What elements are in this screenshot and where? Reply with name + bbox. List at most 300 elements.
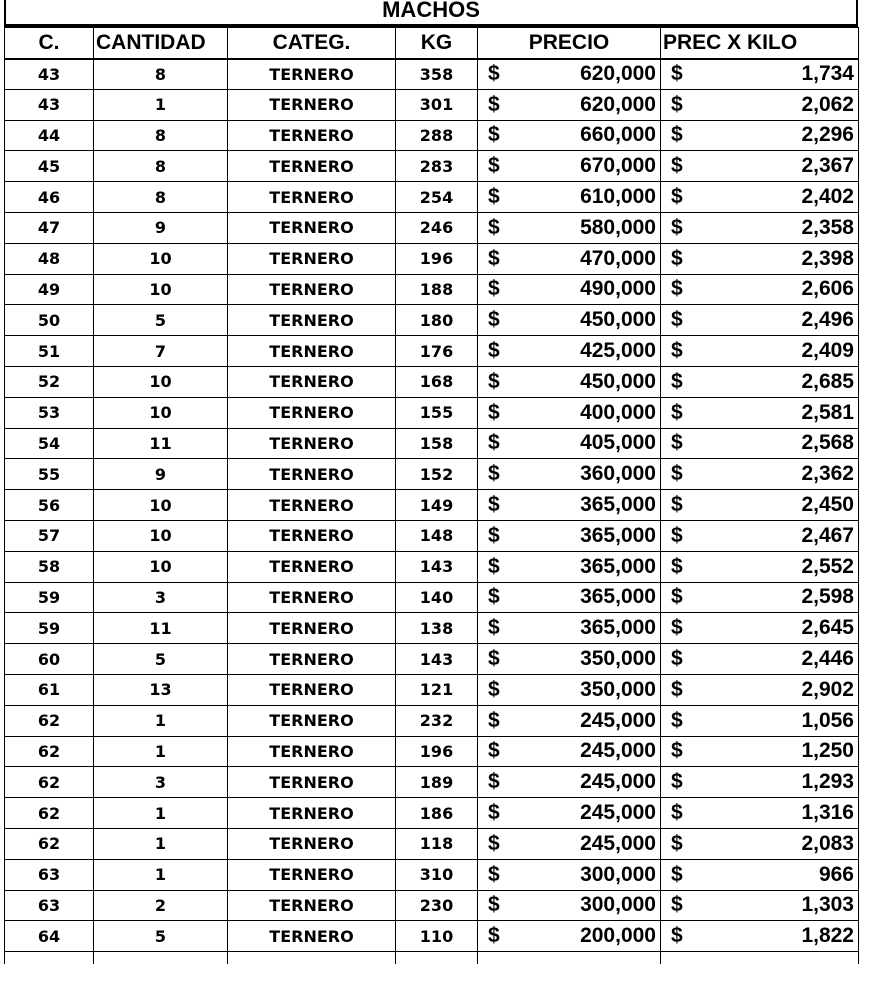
cell-c: 57 — [5, 520, 94, 551]
cell-prec-x-kilo — [661, 582, 859, 613]
cell-prec-x-kilo — [661, 828, 859, 859]
cell-prec-x-kilo-value: 1,822 — [801, 924, 854, 948]
currency-symbol: $ — [488, 277, 500, 301]
cell-precio-value: 350,000 — [580, 677, 656, 701]
empty-cell — [396, 952, 478, 964]
cell-cantidad: 10 — [94, 397, 228, 428]
price-table — [4, 27, 859, 964]
cell-c: 59 — [5, 613, 94, 644]
cell-prec-x-kilo — [661, 182, 859, 213]
currency-symbol: $ — [671, 708, 683, 732]
currency-symbol: $ — [488, 493, 500, 517]
cell-kg: 230 — [396, 890, 478, 921]
cell-categ: TERNERO — [228, 305, 396, 336]
cell-precio — [478, 490, 661, 521]
cell-precio — [478, 336, 661, 367]
table-row — [5, 767, 859, 798]
currency-symbol: $ — [671, 92, 683, 116]
cell-precio — [478, 120, 661, 151]
cell-precio-value: 365,000 — [580, 616, 656, 640]
cell-cantidad: 8 — [94, 120, 228, 151]
table-row — [5, 644, 859, 675]
currency-symbol: $ — [488, 554, 500, 578]
cell-prec-x-kilo — [661, 459, 859, 490]
currency-symbol: $ — [671, 616, 683, 640]
cell-c: 58 — [5, 551, 94, 582]
cell-precio — [478, 736, 661, 767]
cell-c: 54 — [5, 428, 94, 459]
cell-cantidad: 8 — [94, 182, 228, 213]
currency-symbol: $ — [671, 647, 683, 671]
cell-precio-value: 620,000 — [580, 62, 656, 86]
cell-categ: TERNERO — [228, 674, 396, 705]
table-row — [5, 89, 859, 120]
cell-kg: 186 — [396, 798, 478, 829]
cell-c: 62 — [5, 767, 94, 798]
cell-categ: TERNERO — [228, 767, 396, 798]
cell-precio — [478, 305, 661, 336]
cell-cantidad: 1 — [94, 859, 228, 890]
table-row — [5, 736, 859, 767]
cell-prec-x-kilo — [661, 859, 859, 890]
cell-prec-x-kilo — [661, 520, 859, 551]
cell-categ: TERNERO — [228, 151, 396, 182]
cell-kg: 158 — [396, 428, 478, 459]
cell-precio — [478, 582, 661, 613]
cell-prec-x-kilo-value: 1,316 — [801, 801, 854, 825]
cell-categ: TERNERO — [228, 644, 396, 675]
cell-kg: 301 — [396, 89, 478, 120]
currency-symbol: $ — [488, 677, 500, 701]
table-row — [5, 243, 859, 274]
cell-prec-x-kilo — [661, 59, 859, 90]
currency-symbol: $ — [488, 339, 500, 363]
currency-symbol: $ — [671, 924, 683, 948]
table-row — [5, 120, 859, 151]
cell-prec-x-kilo — [661, 336, 859, 367]
table-row — [5, 520, 859, 551]
cell-precio — [478, 613, 661, 644]
cell-precio-value: 200,000 — [580, 924, 656, 948]
cell-precio — [478, 859, 661, 890]
cell-categ: TERNERO — [228, 828, 396, 859]
currency-symbol: $ — [488, 462, 500, 486]
cell-categ: TERNERO — [228, 520, 396, 551]
table-row — [5, 59, 859, 90]
cell-prec-x-kilo-value: 1,293 — [801, 770, 854, 794]
cell-prec-x-kilo-value: 2,606 — [801, 277, 854, 301]
currency-symbol: $ — [671, 400, 683, 424]
header-c: C. — [5, 28, 94, 59]
cell-kg: 196 — [396, 243, 478, 274]
cell-c: 49 — [5, 274, 94, 305]
header-cantidad: CANTIDAD — [94, 28, 228, 59]
header-categ: CATEG. — [228, 28, 396, 59]
cell-precio-value: 470,000 — [580, 246, 656, 270]
cell-prec-x-kilo — [661, 212, 859, 243]
currency-symbol: $ — [671, 431, 683, 455]
cell-prec-x-kilo — [661, 705, 859, 736]
cell-prec-x-kilo-value: 2,496 — [801, 308, 854, 332]
currency-symbol: $ — [671, 739, 683, 763]
empty-cell — [228, 952, 396, 964]
currency-symbol: $ — [488, 431, 500, 455]
currency-symbol: $ — [671, 770, 683, 794]
cell-cantidad: 7 — [94, 336, 228, 367]
cell-prec-x-kilo-value: 2,296 — [801, 123, 854, 147]
cell-precio — [478, 921, 661, 952]
cell-categ: TERNERO — [228, 459, 396, 490]
cell-cantidad: 11 — [94, 613, 228, 644]
cell-kg: 110 — [396, 921, 478, 952]
currency-symbol: $ — [488, 862, 500, 886]
cell-cantidad: 8 — [94, 59, 228, 90]
empty-cell — [478, 952, 661, 964]
cell-categ: TERNERO — [228, 582, 396, 613]
currency-symbol: $ — [488, 739, 500, 763]
cell-c: 55 — [5, 459, 94, 490]
table-row — [5, 212, 859, 243]
cell-kg: 196 — [396, 736, 478, 767]
cell-c: 62 — [5, 736, 94, 767]
cell-precio-value: 450,000 — [580, 369, 656, 393]
header-precio: PRECIO — [478, 28, 661, 59]
cell-precio-value: 400,000 — [580, 400, 656, 424]
cell-precio — [478, 182, 661, 213]
table-row — [5, 336, 859, 367]
cell-precio — [478, 890, 661, 921]
cell-c: 63 — [5, 890, 94, 921]
cell-cantidad: 10 — [94, 366, 228, 397]
cell-prec-x-kilo-value: 2,450 — [801, 493, 854, 517]
empty-cell — [661, 952, 859, 964]
cell-cantidad: 1 — [94, 828, 228, 859]
cell-c: 61 — [5, 674, 94, 705]
cell-prec-x-kilo — [661, 736, 859, 767]
cell-categ: TERNERO — [228, 613, 396, 644]
cell-prec-x-kilo-value: 2,902 — [801, 677, 854, 701]
cell-cantidad: 8 — [94, 151, 228, 182]
cell-precio-value: 365,000 — [580, 585, 656, 609]
cell-kg: 310 — [396, 859, 478, 890]
cell-prec-x-kilo-value: 2,367 — [801, 154, 854, 178]
currency-symbol: $ — [671, 677, 683, 701]
cell-categ: TERNERO — [228, 798, 396, 829]
cell-prec-x-kilo — [661, 613, 859, 644]
cell-prec-x-kilo — [661, 428, 859, 459]
currency-symbol: $ — [671, 62, 683, 86]
cell-categ: TERNERO — [228, 274, 396, 305]
currency-symbol: $ — [671, 893, 683, 917]
cell-precio-value: 360,000 — [580, 462, 656, 486]
currency-symbol: $ — [488, 585, 500, 609]
cell-c: 64 — [5, 921, 94, 952]
cell-precio-value: 620,000 — [580, 92, 656, 116]
table-row — [5, 674, 859, 705]
currency-symbol: $ — [671, 462, 683, 486]
cell-kg: 180 — [396, 305, 478, 336]
cell-categ: TERNERO — [228, 428, 396, 459]
currency-symbol: $ — [488, 369, 500, 393]
cell-prec-x-kilo — [661, 120, 859, 151]
cell-categ: TERNERO — [228, 336, 396, 367]
empty-cell — [5, 952, 94, 964]
cell-kg: 148 — [396, 520, 478, 551]
currency-symbol: $ — [488, 523, 500, 547]
cell-precio — [478, 428, 661, 459]
cell-cantidad: 9 — [94, 459, 228, 490]
cell-kg: 155 — [396, 397, 478, 428]
table-row — [5, 828, 859, 859]
cell-precio — [478, 705, 661, 736]
currency-symbol: $ — [671, 339, 683, 363]
cell-categ: TERNERO — [228, 890, 396, 921]
cell-categ: TERNERO — [228, 397, 396, 428]
currency-symbol: $ — [671, 523, 683, 547]
cell-precio-value: 245,000 — [580, 831, 656, 855]
cell-c: 52 — [5, 366, 94, 397]
cell-cantidad: 3 — [94, 582, 228, 613]
currency-symbol: $ — [488, 801, 500, 825]
cell-prec-x-kilo-value: 1,734 — [801, 62, 854, 86]
cell-precio — [478, 59, 661, 90]
cell-kg: 232 — [396, 705, 478, 736]
header-row — [5, 28, 859, 59]
currency-symbol: $ — [671, 277, 683, 301]
cell-prec-x-kilo-value: 1,250 — [801, 739, 854, 763]
table-row — [5, 274, 859, 305]
currency-symbol: $ — [488, 770, 500, 794]
cell-c: 44 — [5, 120, 94, 151]
cell-c: 53 — [5, 397, 94, 428]
cell-precio-value: 405,000 — [580, 431, 656, 455]
cell-categ: TERNERO — [228, 120, 396, 151]
currency-symbol: $ — [671, 215, 683, 239]
header-prec-x-kilo: PREC X KILO — [661, 28, 859, 59]
cell-prec-x-kilo-value: 2,598 — [801, 585, 854, 609]
cell-kg: 143 — [396, 551, 478, 582]
cell-categ: TERNERO — [228, 243, 396, 274]
table-body — [5, 59, 859, 964]
cell-prec-x-kilo-value: 2,409 — [801, 339, 854, 363]
cell-prec-x-kilo-value: 2,568 — [801, 431, 854, 455]
cell-prec-x-kilo — [661, 305, 859, 336]
cell-prec-x-kilo-value: 966 — [818, 862, 854, 886]
currency-symbol: $ — [671, 308, 683, 332]
currency-symbol: $ — [488, 400, 500, 424]
cell-prec-x-kilo-value: 2,581 — [801, 400, 854, 424]
cell-precio-value: 660,000 — [580, 123, 656, 147]
header-kg: KG — [396, 28, 478, 59]
currency-symbol: $ — [671, 185, 683, 209]
cell-precio — [478, 828, 661, 859]
cell-kg: 254 — [396, 182, 478, 213]
currency-symbol: $ — [671, 246, 683, 270]
table-row — [5, 428, 859, 459]
table-row — [5, 305, 859, 336]
currency-symbol: $ — [488, 893, 500, 917]
cell-precio — [478, 644, 661, 675]
cell-kg: 152 — [396, 459, 478, 490]
table-row — [5, 490, 859, 521]
cell-c: 63 — [5, 859, 94, 890]
currency-symbol: $ — [488, 831, 500, 855]
cell-precio-value: 300,000 — [580, 862, 656, 886]
cell-prec-x-kilo-value: 2,083 — [801, 831, 854, 855]
cell-cantidad: 10 — [94, 274, 228, 305]
cell-kg: 189 — [396, 767, 478, 798]
currency-symbol: $ — [488, 62, 500, 86]
cell-categ: TERNERO — [228, 736, 396, 767]
cell-precio — [478, 212, 661, 243]
cell-categ: TERNERO — [228, 921, 396, 952]
cell-prec-x-kilo-value: 2,402 — [801, 185, 854, 209]
sheet-title: MACHOS — [4, 0, 858, 27]
cell-precio-value: 490,000 — [580, 277, 656, 301]
cell-c: 62 — [5, 705, 94, 736]
table-row — [5, 921, 859, 952]
cell-categ: TERNERO — [228, 366, 396, 397]
cell-precio — [478, 243, 661, 274]
cell-kg: 118 — [396, 828, 478, 859]
cell-c: 48 — [5, 243, 94, 274]
cell-precio-value: 425,000 — [580, 339, 656, 363]
cell-cantidad: 5 — [94, 305, 228, 336]
cell-prec-x-kilo — [661, 366, 859, 397]
currency-symbol: $ — [488, 708, 500, 732]
currency-symbol: $ — [671, 801, 683, 825]
cell-cantidad: 3 — [94, 767, 228, 798]
cell-prec-x-kilo-value: 2,358 — [801, 215, 854, 239]
table-row — [5, 798, 859, 829]
cell-kg: 176 — [396, 336, 478, 367]
cell-kg: 149 — [396, 490, 478, 521]
cell-categ: TERNERO — [228, 182, 396, 213]
cell-cantidad: 5 — [94, 644, 228, 675]
cell-categ: TERNERO — [228, 59, 396, 90]
cell-cantidad: 1 — [94, 798, 228, 829]
cell-c: 51 — [5, 336, 94, 367]
currency-symbol: $ — [488, 123, 500, 147]
cell-kg: 288 — [396, 120, 478, 151]
cell-prec-x-kilo-value: 1,303 — [801, 893, 854, 917]
cell-precio-value: 580,000 — [580, 215, 656, 239]
table-row — [5, 613, 859, 644]
table-row — [5, 890, 859, 921]
cell-c: 56 — [5, 490, 94, 521]
empty-row — [5, 952, 859, 964]
cell-c: 62 — [5, 828, 94, 859]
cell-prec-x-kilo-value: 1,056 — [801, 708, 854, 732]
currency-symbol: $ — [671, 862, 683, 886]
table-row — [5, 859, 859, 890]
cell-precio-value: 365,000 — [580, 523, 656, 547]
cell-kg: 138 — [396, 613, 478, 644]
currency-symbol: $ — [671, 585, 683, 609]
cell-prec-x-kilo — [661, 921, 859, 952]
table-row — [5, 459, 859, 490]
table-row — [5, 705, 859, 736]
cell-prec-x-kilo-value: 2,467 — [801, 523, 854, 547]
table-row — [5, 182, 859, 213]
price-sheet — [4, 0, 858, 964]
currency-symbol: $ — [488, 647, 500, 671]
cell-cantidad: 1 — [94, 89, 228, 120]
cell-categ: TERNERO — [228, 859, 396, 890]
cell-precio — [478, 151, 661, 182]
table-row — [5, 582, 859, 613]
cell-precio-value: 365,000 — [580, 554, 656, 578]
cell-kg: 121 — [396, 674, 478, 705]
currency-symbol: $ — [488, 924, 500, 948]
cell-categ: TERNERO — [228, 490, 396, 521]
empty-cell — [94, 952, 228, 964]
cell-cantidad: 10 — [94, 243, 228, 274]
currency-symbol: $ — [488, 616, 500, 640]
cell-precio-value: 365,000 — [580, 493, 656, 517]
cell-prec-x-kilo — [661, 890, 859, 921]
cell-categ: TERNERO — [228, 551, 396, 582]
currency-symbol: $ — [488, 246, 500, 270]
cell-prec-x-kilo — [661, 674, 859, 705]
cell-precio — [478, 767, 661, 798]
cell-precio — [478, 551, 661, 582]
cell-prec-x-kilo — [661, 151, 859, 182]
cell-prec-x-kilo — [661, 644, 859, 675]
currency-symbol: $ — [671, 831, 683, 855]
cell-precio — [478, 89, 661, 120]
cell-c: 50 — [5, 305, 94, 336]
cell-precio — [478, 459, 661, 490]
currency-symbol: $ — [488, 185, 500, 209]
cell-precio-value: 450,000 — [580, 308, 656, 332]
currency-symbol: $ — [488, 215, 500, 239]
currency-symbol: $ — [488, 308, 500, 332]
cell-precio-value: 670,000 — [580, 154, 656, 178]
cell-precio-value: 245,000 — [580, 739, 656, 763]
cell-prec-x-kilo-value: 2,062 — [801, 92, 854, 116]
cell-prec-x-kilo-value: 2,645 — [801, 616, 854, 640]
cell-c: 43 — [5, 59, 94, 90]
cell-cantidad: 10 — [94, 551, 228, 582]
currency-symbol: $ — [671, 493, 683, 517]
cell-cantidad: 9 — [94, 212, 228, 243]
cell-kg: 246 — [396, 212, 478, 243]
cell-prec-x-kilo-value: 2,685 — [801, 369, 854, 393]
cell-precio-value: 350,000 — [580, 647, 656, 671]
cell-cantidad: 1 — [94, 736, 228, 767]
currency-symbol: $ — [488, 154, 500, 178]
cell-prec-x-kilo — [661, 551, 859, 582]
cell-prec-x-kilo — [661, 767, 859, 798]
cell-precio-value: 300,000 — [580, 893, 656, 917]
cell-precio — [478, 397, 661, 428]
cell-precio — [478, 674, 661, 705]
cell-cantidad: 13 — [94, 674, 228, 705]
currency-symbol: $ — [671, 123, 683, 147]
cell-precio — [478, 274, 661, 305]
cell-cantidad: 10 — [94, 520, 228, 551]
cell-c: 59 — [5, 582, 94, 613]
cell-categ: TERNERO — [228, 89, 396, 120]
table-row — [5, 551, 859, 582]
cell-c: 45 — [5, 151, 94, 182]
cell-c: 60 — [5, 644, 94, 675]
cell-cantidad: 2 — [94, 890, 228, 921]
cell-precio — [478, 798, 661, 829]
cell-prec-x-kilo — [661, 490, 859, 521]
cell-cantidad: 10 — [94, 490, 228, 521]
